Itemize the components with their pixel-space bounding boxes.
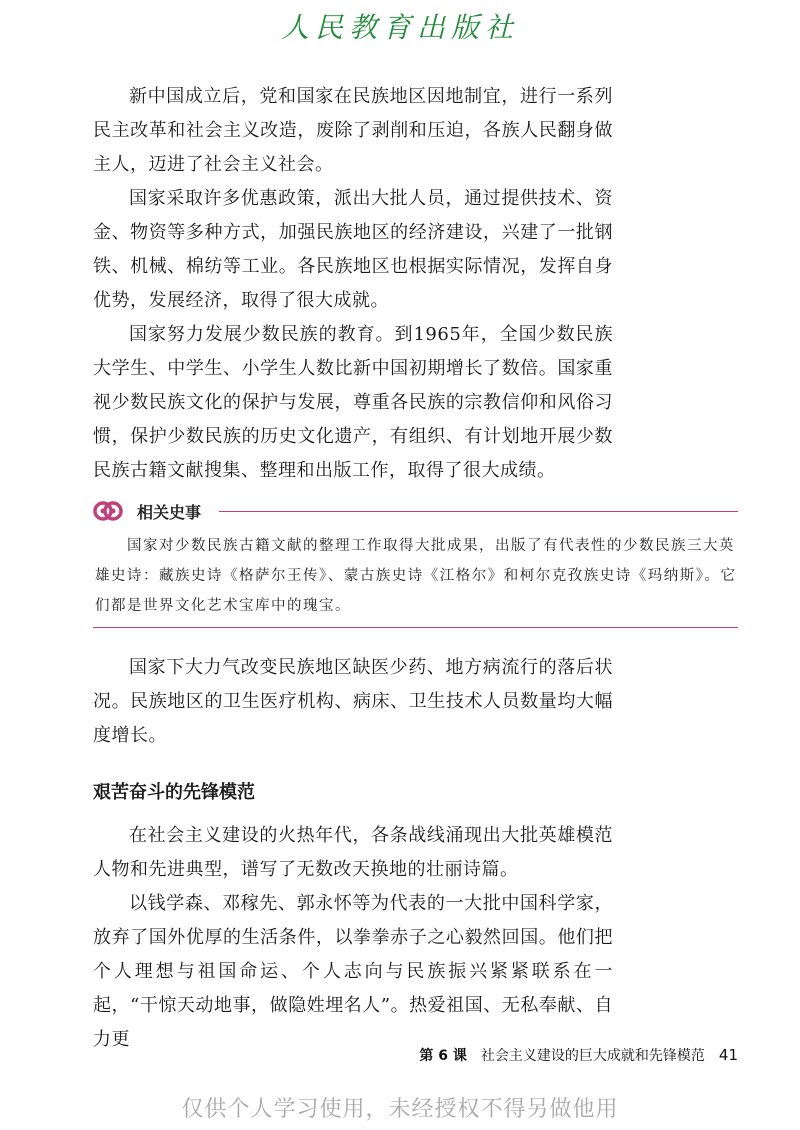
related-facts-text: 国家对少数民族古籍文献的整理工作取得大批成果，出版了有代表性的少数民族三大英雄史诗：藏族史诗《格萨尔王传》、蒙古族史诗《江格尔》和柯尔克孜族史诗《玛纳斯》。它们都是世界文化艺术宝库中的瑰宝。 <box>95 538 737 614</box>
divider <box>219 511 738 512</box>
body-middle <box>93 651 613 753</box>
related-facts-box <box>93 493 738 628</box>
body-top <box>93 80 613 488</box>
publisher-logo: 人民教育出版社 <box>280 11 519 44</box>
paragraph: 国家采取许多优惠政策，派出大批人员，通过提供技术、资金、物资等多种方式，加强民族地区的经济建设，兴建了一批钢铁、机械、棉纺等工业。各民族地区也根据实际情况，发挥自身优势，发展经济，取得了很大成就。 <box>93 188 613 311</box>
paragraph: 国家努力发展少数民族的教育。到1965年，全国少数民族大学生、中学生、小学生人数比新中国初期增长了数倍。国家重视少数民族文化的保护与发展，尊重各民族的宗教信仰和风俗习惯，保护少数民族的历史文化遗产，有组织、有计划地开展少数民族古籍文献搜集、整理和出版工作，取得了很大成绩。 <box>93 324 613 481</box>
lesson-title: 社会主义建设的巨大成就和先锋模范 <box>480 1048 705 1064</box>
page-footer <box>419 1045 738 1065</box>
related-facts-header <box>93 493 738 529</box>
lesson-number: 第 6 课 <box>419 1048 467 1064</box>
related-history-icon <box>93 496 123 526</box>
section-title: 艰苦奋斗的先锋模范 <box>93 782 255 803</box>
page-number: 41 <box>718 1046 738 1064</box>
divider <box>93 627 738 628</box>
related-facts-title: 相关史事 <box>137 502 202 522</box>
paragraph: 以钱学森、邓稼先、郭永怀等为代表的一大批中国科学家，放弃了国外优厚的生活条件，以拳拳赤子之心毅然回国。他们把个人理想与祖国命运、个人志向与民族振兴紧紧联系在一起，“干惊天动地事，做隐姓埋名人”。热爱祖国、无私奉献、自力更 <box>93 893 613 1050</box>
section-body <box>93 819 613 1057</box>
paragraph: 新中国成立后，党和国家在民族地区因地制宜，进行一系列民主改革和社会主义改造，废除了剥削和压迫，各族人民翻身做主人，迈进了社会主义社会。 <box>93 86 613 175</box>
watermark: 仅供个人学习使用，未经授权不得另做他用 <box>181 1097 619 1122</box>
paragraph: 在社会主义建设的火热年代，各条战线涌现出大批英雄模范人物和先进典型，谱写了无数改天换地的壮丽诗篇。 <box>93 825 613 880</box>
paragraph: 国家下大力气改变民族地区缺医少药、地方病流行的落后状况。民族地区的卫生医疗机构、病床、卫生技术人员数量均大幅度增长。 <box>93 657 613 746</box>
